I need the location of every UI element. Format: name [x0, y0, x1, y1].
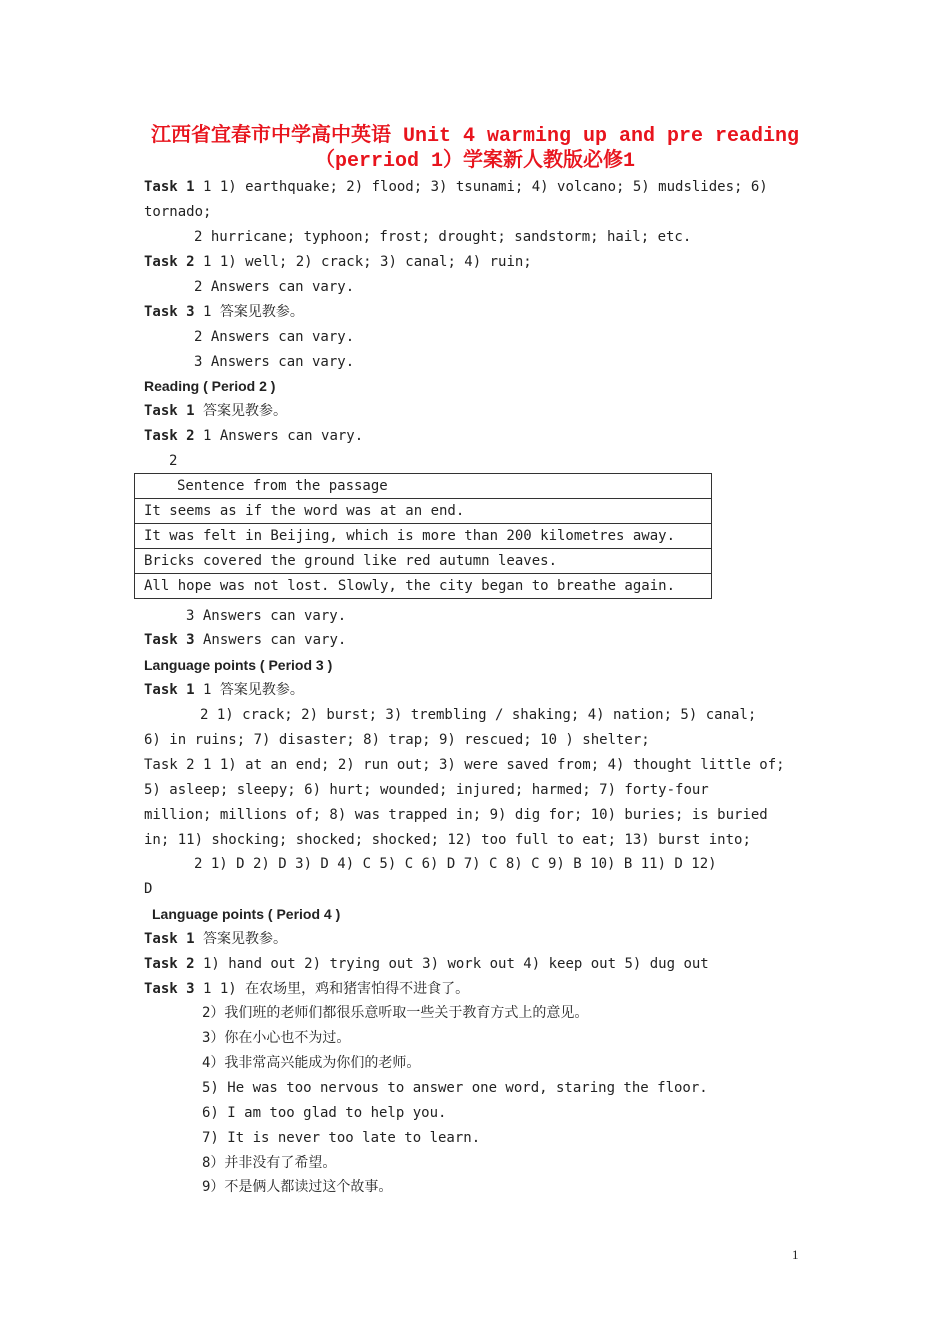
lp4-task3-item: 6) I am too glad to help you. [202, 1105, 447, 1121]
task-label: Task 2 [144, 254, 195, 270]
lp4-task3-item: 3）你在小心也不为过。 [202, 1030, 351, 1046]
lp3-line: D [144, 881, 153, 897]
table-header-cell: Sentence from the passage [135, 474, 712, 499]
table-cell: It seems as if the word was at an end. [135, 499, 712, 524]
lp3-line: 2 1) crack; 2) burst; 3) trembling / shaking; 4) nation; 5) canal; [200, 707, 757, 723]
answer-text: 答案见教参。 [194, 403, 288, 419]
task-label: Task 1 [144, 931, 195, 947]
document-title-line-2: （perriod 1）学案新人教版必修1 [314, 150, 636, 173]
task-label: Task 2 [144, 428, 195, 444]
table-cell: All hope was not lost. Slowly, the city began to breathe again. [135, 574, 712, 599]
document-title-line-1: 江西省宜春市中学高中英语 Unit 4 warming up and pre reading [150, 125, 800, 148]
warmup-task1-item2: 2 hurricane; typhoon; frost; drought; sandstorm; hail; etc. [194, 229, 692, 245]
warmup-task3-item2: 2 Answers can vary. [194, 329, 355, 345]
lp4-task2-line [144, 954, 709, 974]
answer-text: 1 答案见教参。 [194, 682, 304, 698]
reading-task2-item3: 3 Answers can vary. [186, 608, 347, 624]
task-label: Task 3 [144, 981, 195, 997]
task-label: Task 1 [144, 179, 195, 195]
page-number: 1 [792, 1247, 799, 1262]
lp4-task1-line [144, 929, 287, 949]
lp3-line: in; 11) shocking; shocked; shocked; 12) too full to eat; 13) burst into; [144, 832, 751, 848]
sentence-table [134, 473, 712, 599]
warmup-task2-line [144, 252, 532, 272]
table-cell: Bricks covered the ground like red autumn leaves. [135, 549, 712, 574]
task-label: Task 3 [144, 304, 195, 320]
lp4-task3-item: 9）不是俩人都读过这个故事。 [202, 1179, 393, 1195]
lp3-line: 6) in ruins; 7) disaster; 8) trap; 9) rescued; 10 ) shelter; [144, 732, 650, 748]
warmup-task2-item2: 2 Answers can vary. [194, 279, 355, 295]
warmup-task3-line [144, 302, 304, 322]
task-label: Task 1 [144, 403, 195, 419]
reading-task3-line [144, 630, 346, 650]
table-row [135, 574, 712, 599]
warmup-task1-line [144, 177, 768, 197]
warmup-task3-item3: 3 Answers can vary. [194, 354, 355, 370]
task-label: Task 2 [144, 956, 195, 972]
reading-heading: Reading ( Period 2 ) [144, 378, 276, 394]
reading-task2-item2: 2 [169, 453, 178, 469]
lp3-task1-line [144, 680, 304, 700]
lp4-task3-item: 4）我非常高兴能成为你们的老师。 [202, 1055, 421, 1071]
lp3-line: 2 1) D 2) D 3) D 4) C 5) C 6) D 7) C 8) C 9) B 10) B 11) D 12) [194, 856, 717, 872]
table-header-row [135, 474, 712, 499]
lp4-task3-line [144, 979, 469, 999]
lp3-heading: Language points ( Period 3 ) [144, 657, 333, 673]
answer-text: 1 1) earthquake; 2) flood; 3) tsunami; 4) volcano; 5) mudslides; 6) [194, 179, 768, 195]
lp4-task3-item: 7) It is never too late to learn. [202, 1130, 481, 1146]
table-cell: It was felt in Beijing, which is more than 200 kilometres away. [135, 524, 712, 549]
answer-text: 答案见教参。 [194, 931, 288, 947]
table-row [135, 549, 712, 574]
lp4-task3-item: 2）我们班的老师们都很乐意听取一些关于教育方式上的意见。 [202, 1005, 589, 1021]
answer-text: 1 1) well; 2) crack; 3) canal; 4) ruin; [194, 254, 532, 270]
warmup-task1-wrap: tornado; [144, 204, 212, 220]
lp3-line: Task 2 1 1) at an end; 2) run out; 3) were saved from; 4) thought little of; [144, 757, 785, 773]
reading-task2-line [144, 426, 363, 446]
answer-text: 1 答案见教参。 [194, 304, 304, 320]
answer-text: 1 1) 在农场里，鸡和猪害怕得不进食了。 [194, 981, 470, 997]
answer-text: 1) hand out 2) trying out 3) work out 4) keep out 5) dug out [194, 956, 709, 972]
table-row [135, 499, 712, 524]
lp3-line: million; millions of; 8) was trapped in; 9) dig for; 10) buries; is buried [144, 807, 768, 823]
table-row [135, 524, 712, 549]
lp4-task3-item: 8）并非没有了希望。 [202, 1155, 337, 1171]
answer-text: 1 Answers can vary. [194, 428, 364, 444]
answer-text: Answers can vary. [194, 632, 347, 648]
task-label: Task 3 [144, 632, 195, 648]
lp4-heading: Language points ( Period 4 ) [152, 906, 341, 922]
lp4-task3-item: 5) He was too nervous to answer one word, staring the floor. [202, 1080, 708, 1096]
reading-task1-line [144, 401, 287, 421]
task-label: Task 1 [144, 682, 195, 698]
lp3-line: 5) asleep; sleepy; 6) hurt; wounded; injured; harmed; 7) forty-four [144, 782, 709, 798]
